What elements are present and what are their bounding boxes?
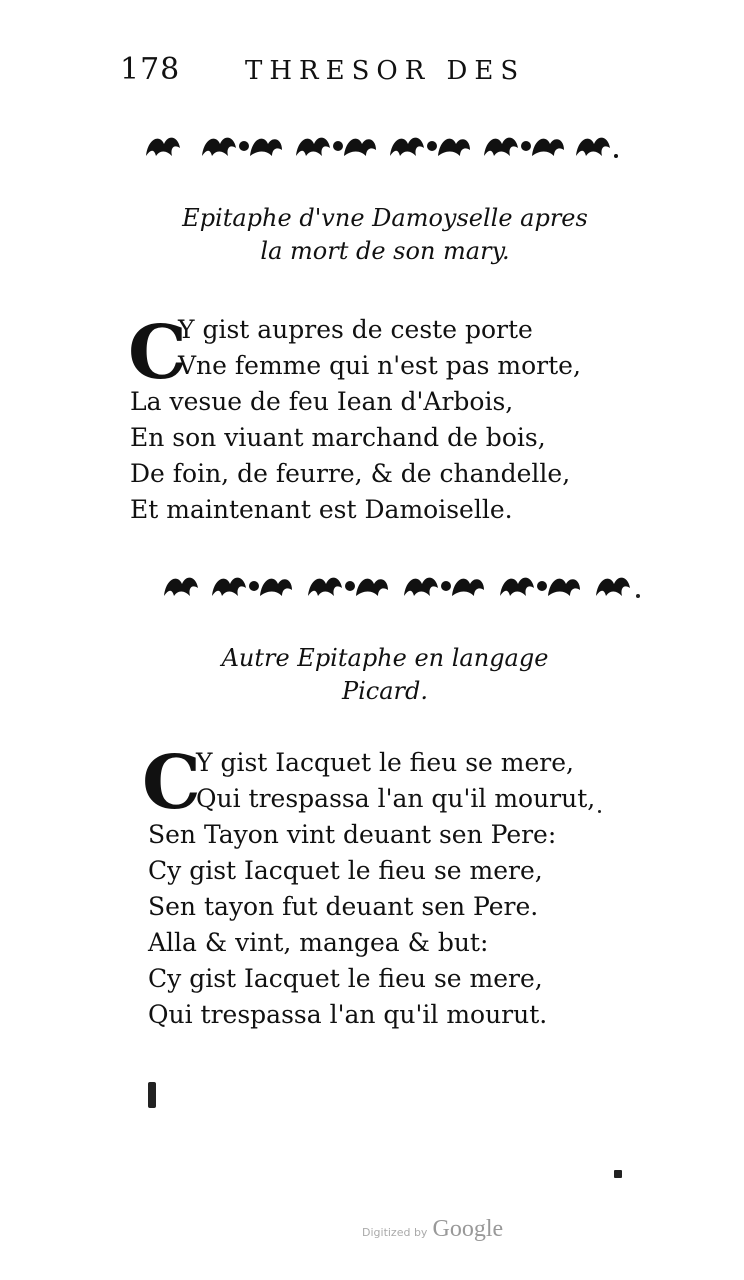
poem-line: Vne femme qui n'est pas morte, <box>178 351 581 380</box>
epitaph-1-title-line-1: Epitaphe d'vne Damoyselle apres <box>182 204 588 232</box>
poem-line: En son viuant marchand de bois, <box>130 423 546 452</box>
scan-mark <box>148 1082 156 1108</box>
poem-line: Cy gist Iacquet le fieu se mere, <box>148 964 543 993</box>
epitaph-1-title-line-2: la mort de son mary. <box>260 237 510 265</box>
scan-mark <box>636 594 640 598</box>
scan-mark <box>614 1170 622 1178</box>
epitaph-2-title-line-2: Picard. <box>341 677 429 705</box>
running-head <box>120 52 560 92</box>
epitaph-2-dropcap: C <box>142 740 201 826</box>
poem-line: Qui trespassa l'an qu'il mourut, <box>196 784 596 813</box>
poem-line: Sen tayon fut deuant sen Pere. <box>148 892 539 921</box>
epitaph-1-poem <box>130 312 581 528</box>
epitaph-2-poem <box>148 745 595 1033</box>
poem-line: Alla & vint, mangea & but: <box>148 928 489 957</box>
digitized-watermark <box>362 1216 503 1243</box>
poem-line: De foin, de feurre, & de chandelle, <box>130 459 571 488</box>
poem-line: Cy gist Iacquet le fieu se mere, <box>148 856 543 885</box>
epitaph-2-title-line-1: Autre Epitaphe en langage <box>221 644 549 672</box>
scan-mark <box>598 810 601 813</box>
poem-line: La vesue de feu Iean d'Arbois, <box>130 387 514 416</box>
watermark-brand: Google <box>432 1216 504 1242</box>
page-number: 178 <box>120 52 181 87</box>
poem-line: Y gist Iacquet le fieu se mere, <box>196 748 574 777</box>
ornament-divider-middle <box>160 568 640 598</box>
running-title: THRESOR DES <box>245 56 526 86</box>
watermark-prefix: Digitized by <box>362 1226 428 1239</box>
poem-line: Qui trespassa l'an qu'il mourut. <box>148 1000 548 1029</box>
epitaph-1-dropcap: C <box>128 310 187 396</box>
ornament-divider-top <box>142 128 622 158</box>
poem-line: Et maintenant est Damoiselle. <box>130 495 513 524</box>
epitaph-2-title <box>150 642 620 708</box>
poem-line: Sen Tayon vint deuant sen Pere: <box>148 820 557 849</box>
epitaph-1-title <box>150 202 620 268</box>
poem-line: Y gist aupres de ceste porte <box>178 315 533 344</box>
